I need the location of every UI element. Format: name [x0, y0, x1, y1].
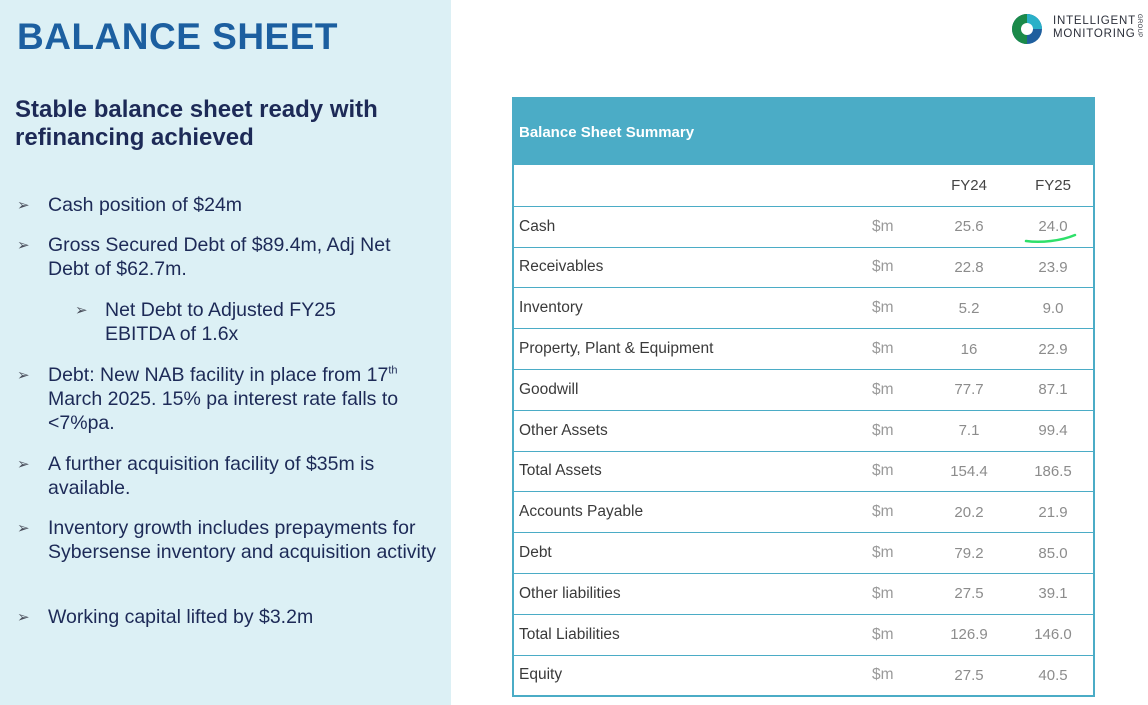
- cell-fy25: 22.9: [1038, 340, 1068, 358]
- row-unit: $m: [872, 666, 894, 684]
- cell-fy24: 126.9: [950, 626, 988, 644]
- column-header-fy24: FY24: [951, 176, 987, 194]
- page-subtitle: Stable balance sheet ready with refinancing achieved: [15, 96, 378, 151]
- balance-sheet-table: [512, 97, 1095, 697]
- row-unit: $m: [872, 217, 894, 235]
- table-row: [514, 655, 1093, 696]
- bullet-text: Cash position of $24m: [48, 194, 243, 216]
- cell-fy25: 24.0: [1038, 218, 1068, 236]
- cell-fy25: 40.5: [1038, 666, 1068, 684]
- sub-bullet-item: [75, 298, 355, 346]
- column-header-fy25: FY25: [1035, 176, 1071, 194]
- table-body: [514, 206, 1093, 696]
- left-panel: [0, 0, 451, 705]
- row-label: Debt: [519, 544, 552, 562]
- row-unit: $m: [872, 380, 894, 398]
- cell-fy24: 79.2: [954, 544, 984, 562]
- table-row: [514, 532, 1093, 573]
- bullet-text: Net Debt to Adjusted FY25 EBITDA of 1.6x: [105, 299, 336, 345]
- bullet-text: Inventory growth includes prepayments for Sybersense inventory and acquisition activity: [48, 517, 437, 563]
- bullet-item: [17, 363, 437, 435]
- row-label: Other Assets: [519, 421, 608, 439]
- table-row: [514, 328, 1093, 369]
- row-label: Cash: [519, 217, 556, 235]
- cell-fy24: 7.1: [958, 422, 980, 440]
- bullet-item: [17, 605, 437, 629]
- row-unit: $m: [872, 625, 894, 643]
- row-label: Property, Plant & Equipment: [519, 340, 714, 358]
- bullet-list: [0, 0, 451, 705]
- row-label: Total Assets: [519, 462, 602, 480]
- bullet-text: Debt: New NAB facility in place from 17th March 2025. 15% pa interest rate falls to <7%pa.: [48, 364, 399, 434]
- table-row: [514, 206, 1093, 247]
- cell-fy24: 25.6: [954, 218, 984, 236]
- logo-group-label: GROUP: [1136, 14, 1142, 38]
- cell-fy24: 22.8: [954, 258, 984, 276]
- row-unit: $m: [872, 584, 894, 602]
- row-unit: $m: [872, 503, 894, 521]
- arrow-bullet-icon: ➢: [17, 197, 30, 214]
- row-unit: $m: [872, 299, 894, 317]
- arrow-bullet-icon: ➢: [17, 367, 30, 384]
- bullet-text: Working capital lifted by $3.2m: [48, 606, 314, 628]
- circular-leaf-icon: [1010, 12, 1044, 46]
- cell-fy24: 27.5: [954, 585, 984, 603]
- bullet-text: Gross Secured Debt of $89.4m, Adj Net Debt of $62.7m.: [48, 234, 391, 280]
- bullet-item: [17, 233, 437, 281]
- table-row: [514, 491, 1093, 532]
- arrow-bullet-icon: ➢: [17, 456, 30, 473]
- table-row: [514, 369, 1093, 410]
- bullet-item: [17, 452, 437, 500]
- cell-fy25: 87.1: [1038, 381, 1068, 399]
- row-unit: $m: [872, 462, 894, 480]
- cell-fy24: 154.4: [950, 462, 988, 480]
- arrow-bullet-icon: ➢: [17, 609, 30, 626]
- row-label: Goodwill: [519, 380, 579, 398]
- arrow-bullet-icon: ➢: [75, 302, 88, 319]
- cell-fy25: 21.9: [1038, 503, 1068, 521]
- cell-fy25: 186.5: [1034, 462, 1072, 480]
- cell-fy25: 85.0: [1038, 544, 1068, 562]
- row-label: Equity: [519, 666, 563, 684]
- company-logo: [1010, 12, 1145, 46]
- table-row: [514, 614, 1093, 655]
- row-unit: $m: [872, 421, 894, 439]
- arrow-bullet-icon: ➢: [17, 520, 30, 537]
- table-row: [514, 247, 1093, 288]
- row-label: Receivables: [519, 258, 604, 276]
- row-unit: $m: [872, 340, 894, 358]
- cell-fy24: 20.2: [954, 503, 984, 521]
- cell-fy25: 23.9: [1038, 258, 1068, 276]
- bullet-item: [17, 193, 437, 217]
- table-row: [514, 451, 1093, 492]
- cell-fy25: 39.1: [1038, 585, 1068, 603]
- arrow-bullet-icon: ➢: [17, 237, 30, 254]
- table-row: [514, 410, 1093, 451]
- page-title: BALANCE SHEET: [17, 16, 339, 57]
- bullet-text: A further acquisition facility of $35m is available.: [48, 453, 375, 499]
- table-row: [514, 573, 1093, 614]
- row-unit: $m: [872, 258, 894, 276]
- cell-fy25: 9.0: [1042, 299, 1064, 317]
- bullet-item: [17, 516, 442, 564]
- cell-fy25: 146.0: [1034, 626, 1072, 644]
- table-title: Balance Sheet Summary: [514, 99, 1093, 165]
- cell-fy24: 27.5: [954, 666, 984, 684]
- logo-line-2: MONITORING: [1053, 28, 1136, 40]
- logo-line-1: INTELLIGENT: [1053, 15, 1136, 27]
- cell-fy24: 5.2: [958, 299, 980, 317]
- row-label: Total Liabilities: [519, 625, 620, 643]
- logo-wordmark: [1053, 15, 1136, 41]
- cell-fy25: 99.4: [1038, 422, 1068, 440]
- table-header-row: [514, 165, 1093, 206]
- table-row: [514, 287, 1093, 328]
- cell-fy24: 77.7: [954, 381, 984, 399]
- row-label: Inventory: [519, 299, 583, 317]
- row-label: Other liabilities: [519, 584, 621, 602]
- cell-fy24: 16: [960, 340, 978, 358]
- green-highlight-underline: [1023, 231, 1079, 245]
- row-label: Accounts Payable: [519, 503, 644, 521]
- row-unit: $m: [872, 544, 894, 562]
